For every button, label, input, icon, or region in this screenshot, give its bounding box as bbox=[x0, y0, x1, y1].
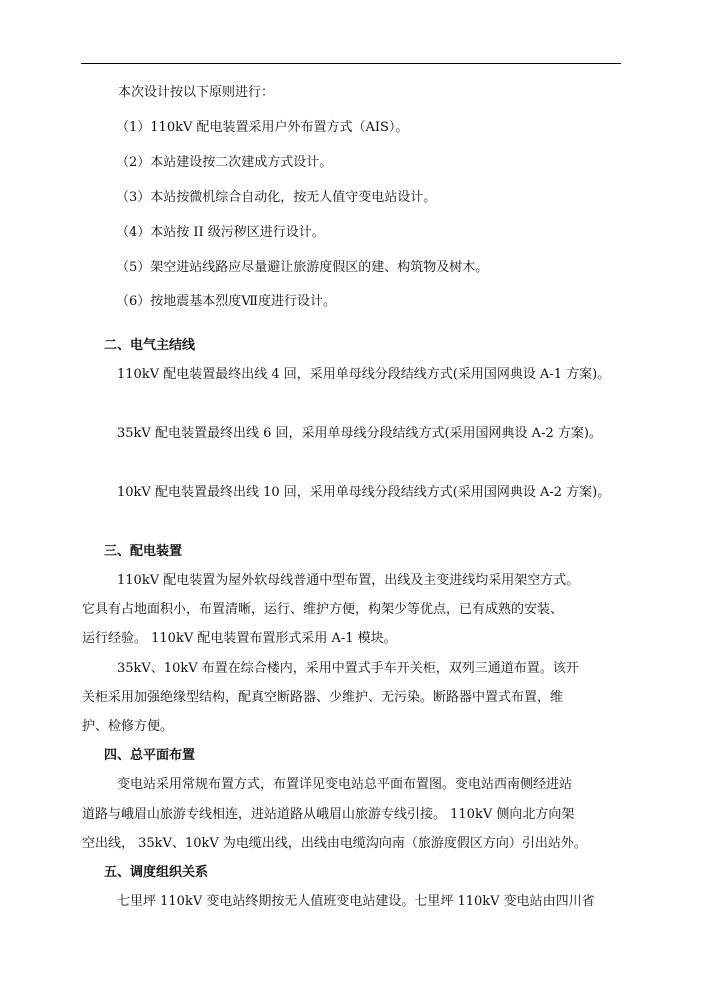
paragraph-line: 关柜采用加强绝缘型结构，配真空断路器、少维护、无污染。断路器中置式布置，维 bbox=[82, 690, 564, 705]
paragraph-line: 110kV 配电装置最终出线 4 回，采用单母线分段结线方式(采用国网典设 A-1 方案)。 bbox=[117, 367, 611, 382]
principle-6: （6）按地震基本烈度Ⅶ度进行设计。 bbox=[116, 294, 337, 309]
section-heading-layout: 四、总平面布置 bbox=[104, 748, 196, 763]
paragraph-line: 它具有占地面积小，布置清晰，运行、维护方便，构架少等优点，已有成熟的安装、 bbox=[82, 602, 564, 617]
paragraph-line: 35kV、10kV 布置在综合楼内，采用中置式手车开关柜，双列三通道布置。该开 bbox=[117, 661, 579, 676]
paragraph-line: 运行经验。 110kV 配电装置布置形式采用 A-1 模块。 bbox=[82, 631, 397, 646]
principle-5: （5）架空进站线路应尽量避让旅游度假区的建、构筑物及树木。 bbox=[116, 260, 489, 275]
principle-4: （4）本站按 II 级污秽区进行设计。 bbox=[116, 225, 325, 240]
paragraph-line: 变电站采用常规布置方式，布置详见变电站总平面布置图。变电站西南侧经进站 bbox=[117, 777, 573, 792]
principle-3: （3）本站按微机综合自动化，按无人值守变电站设计。 bbox=[116, 190, 437, 205]
header-rule bbox=[81, 63, 621, 64]
paragraph-line: 10kV 配电装置最终出线 10 回，采用单母线分段结线方式(采用国网典设 A-2 方案)。 bbox=[117, 485, 611, 500]
paragraph-line: 110kV 配电装置为屋外软母线普通中型布置，出线及主变进线均采用架空方式。 bbox=[117, 573, 580, 588]
section-heading-dispatch: 五、调度组织关系 bbox=[104, 865, 209, 880]
paragraph-line: 七里坪 110kV 变电站终期按无人值班变电站建设。七里坪 110kV 变电站由四川省 bbox=[117, 894, 595, 909]
intro-text: 本次设计按以下原则进行： bbox=[118, 85, 275, 100]
principle-2: （2）本站建设按二次建成方式设计。 bbox=[116, 155, 333, 170]
paragraph-line: 35kV 配电装置最终出线 6 回，采用单母线分段结线方式(采用国网典设 A-2 方案)。 bbox=[117, 426, 602, 441]
section-heading-main-wiring: 二、电气主结线 bbox=[104, 338, 196, 353]
paragraph-line: 空出线， 35kV、10kV 为电缆出线，出线由电缆沟向南（旅游度假区方向）引出站外。 bbox=[82, 836, 587, 851]
section-heading-switchgear: 三、配电装置 bbox=[104, 544, 183, 559]
paragraph-line: 道路与峨眉山旅游专线相连，进站道路从峨眉山旅游专线引接。 110kV 侧向北方向架 bbox=[82, 807, 575, 822]
principle-1: （1）110kV 配电装置采用户外布置方式（AIS）。 bbox=[116, 120, 409, 135]
paragraph-line: 护、检修方便。 bbox=[82, 719, 174, 734]
